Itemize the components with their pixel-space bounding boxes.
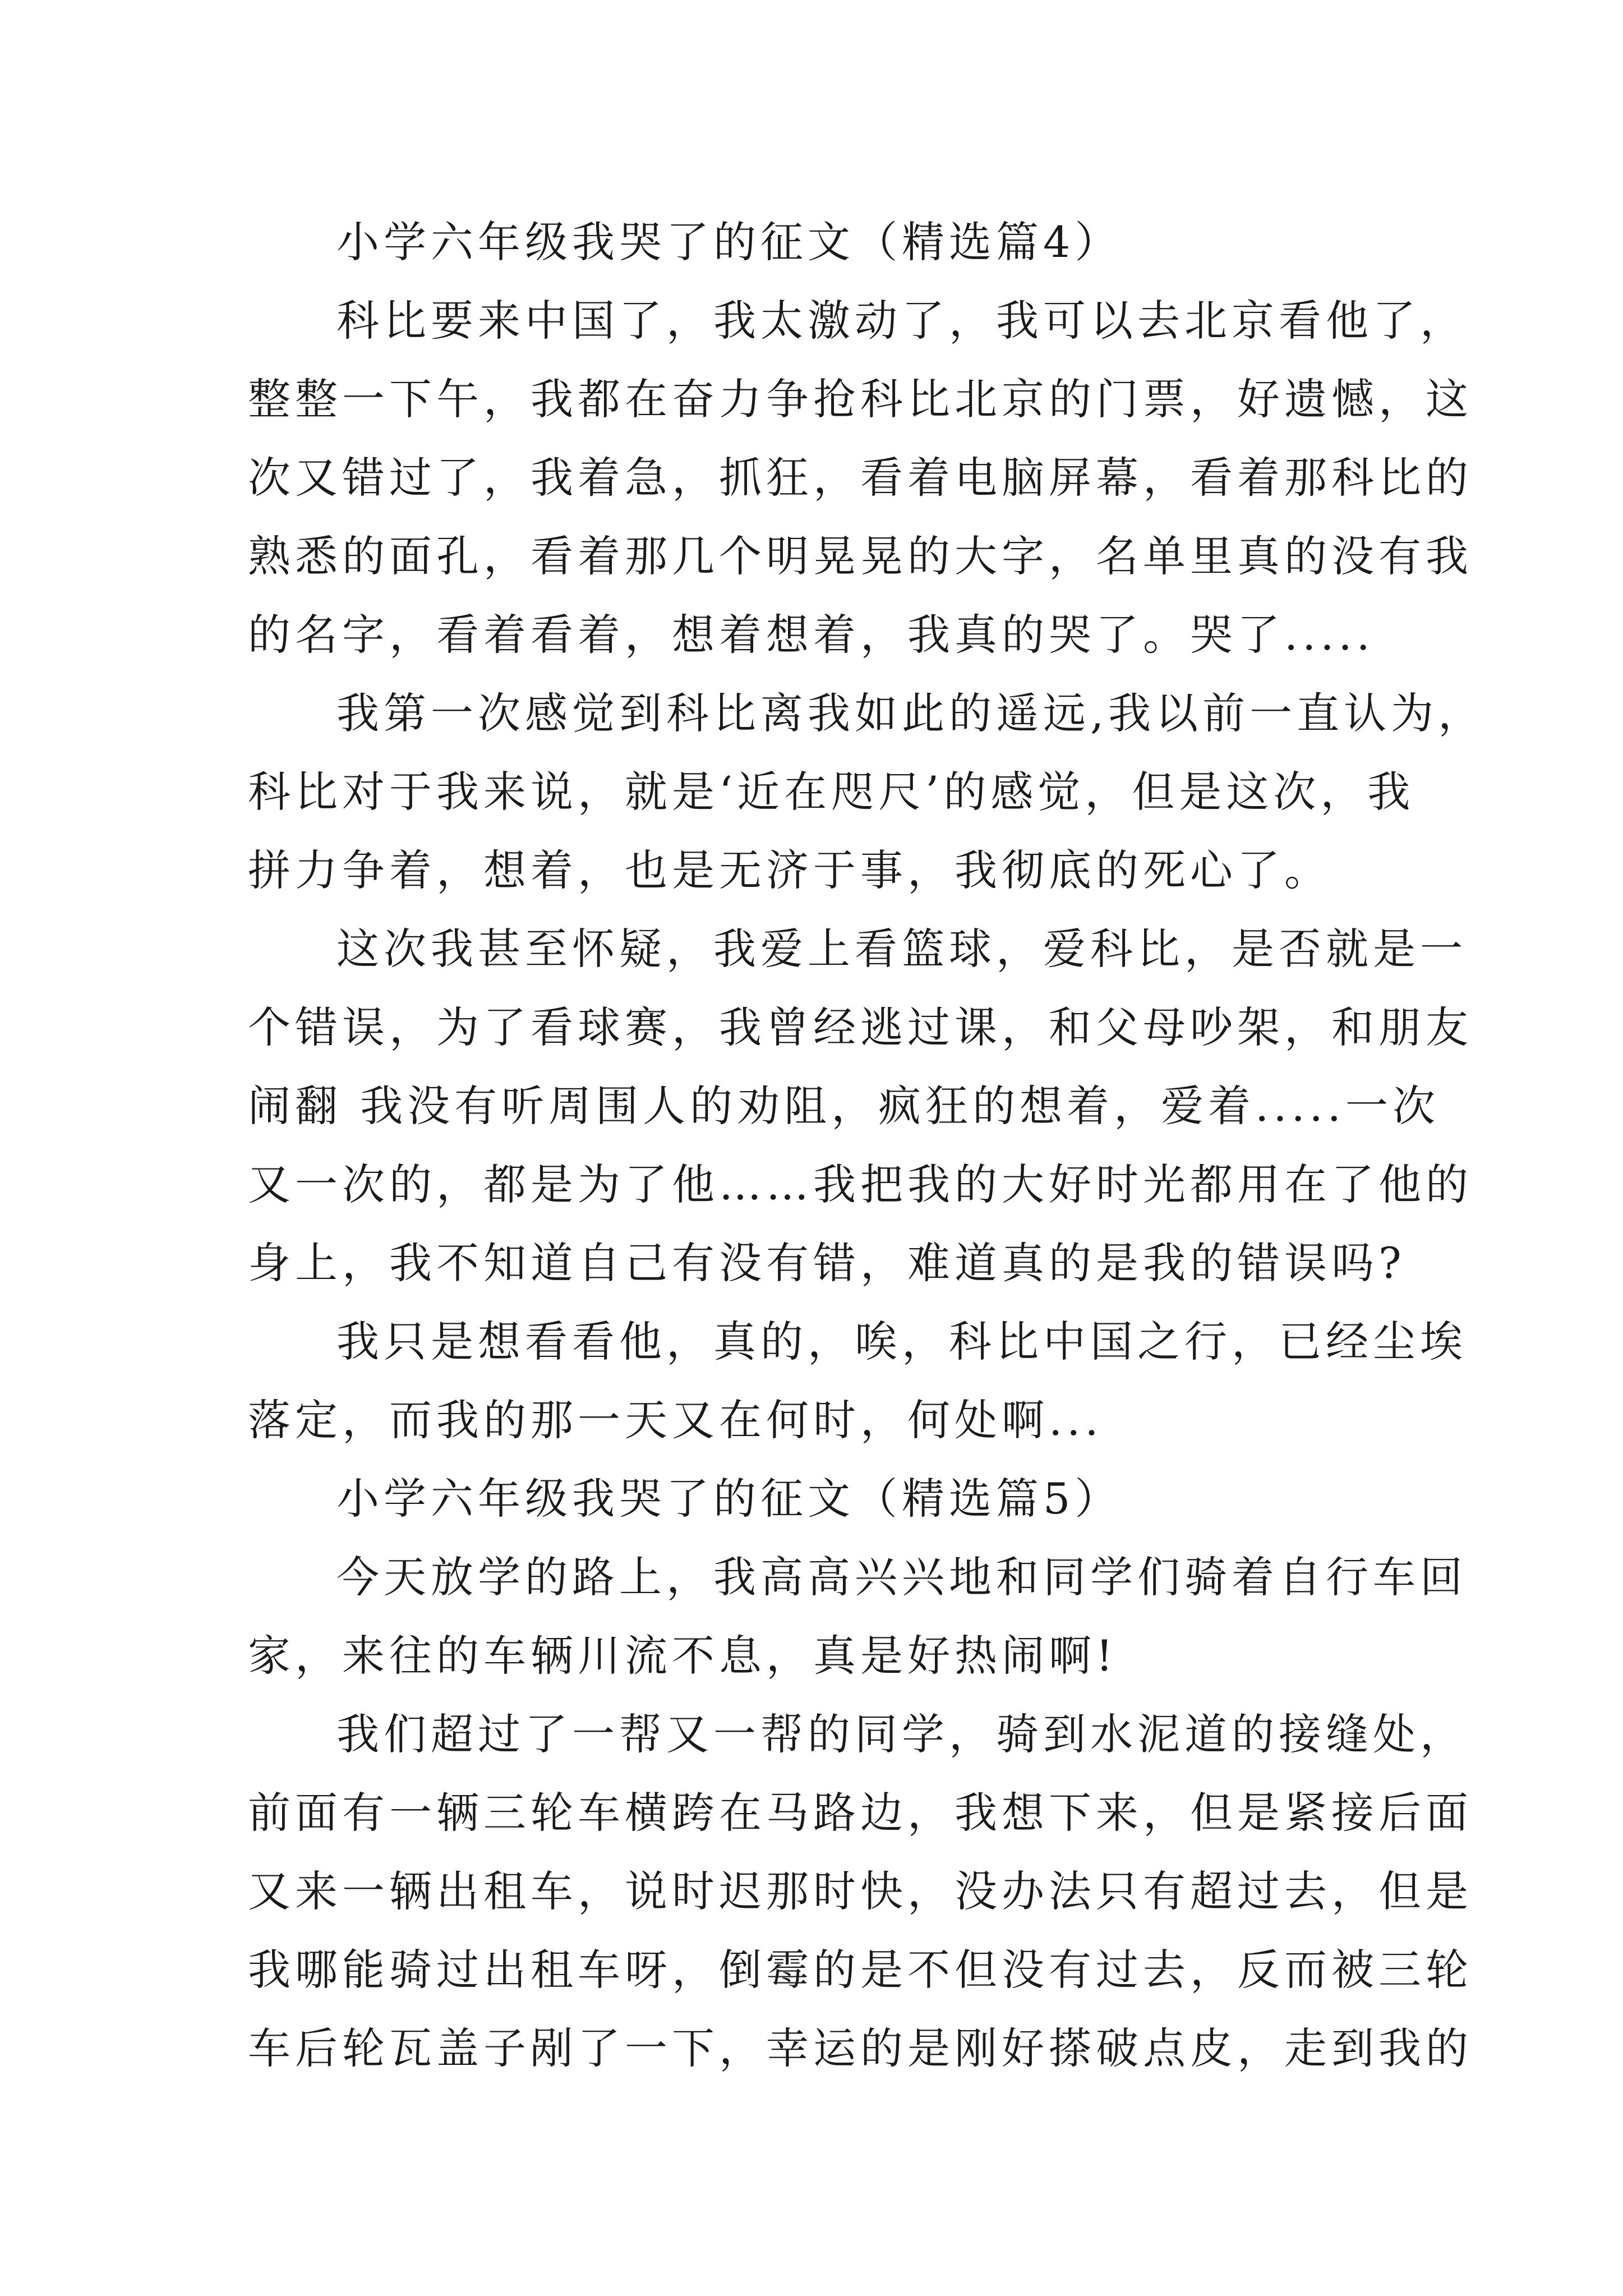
paragraph-line: 这次我甚至怀疑，我爱上看篮球，爱科比，是否就是一: [336, 924, 1467, 974]
paragraph-line: 我们超过了一帮又一帮的同学，骑到水泥道的接缝处，: [336, 1709, 1467, 1759]
section-heading-5: 小学六年级我哭了的征文（精选篇5）: [336, 1474, 1122, 1524]
paragraph-line: 又来一辆出租车，说时迟那时快，没办法只有超过去，但是: [248, 1866, 1473, 1916]
paragraph-line: 闹翻 我没有听周围人的劝阻，疯狂的想着，爱着.....一次: [248, 1081, 1440, 1131]
paragraph-line: 拼力争着，想着，也是无济于事，我彻底的死心了。: [248, 845, 1331, 895]
paragraph-line: 的名字，看着看着，想着想着，我真的哭了。哭了.....: [248, 610, 1375, 660]
paragraph-line: 今天放学的路上，我高高兴兴地和同学们骑着自行车回: [336, 1552, 1467, 1602]
paragraph-line: 落定，而我的那一天又在何时，何处啊...: [248, 1395, 1103, 1445]
paragraph-line: 我只是想看看他，真的，唉，科比中国之行，已经尘埃: [336, 1317, 1467, 1366]
paragraph-line: 整整一下午，我都在奋力争抢科比北京的门票，好遗憾，这: [248, 374, 1473, 424]
paragraph-line: 我哪能骑过出租车呀，倒霉的是不但没有过去，反而被三轮: [248, 1945, 1473, 1995]
paragraph-line: 科比对于我来说，就是‘近在咫尺’的感觉，但是这次，我: [248, 767, 1415, 817]
paragraph-line: 前面有一辆三轮车横跨在马路边，我想下来，但是紧接后面: [248, 1788, 1473, 1838]
paragraph-line: 我第一次感觉到科比离我如此的遥远,我以前一直认为，: [336, 688, 1486, 738]
section-heading-4: 小学六年级我哭了的征文（精选篇4）: [336, 217, 1122, 267]
paragraph-line: 个错误，为了看球赛，我曾经逃过课，和父母吵架，和朋友: [248, 1002, 1473, 1052]
paragraph-line: 家，来往的车辆川流不息，真是好热闹啊!: [248, 1631, 1118, 1681]
paragraph-line: 身上，我不知道自己有没有错，难道真的是我的错误吗?: [248, 1238, 1406, 1288]
paragraph-line: 次又错过了，我着急，抓狂，看着电脑屏幕，看着那科比的: [248, 453, 1473, 503]
paragraph-line: 熟悉的面孔，看着那几个明晃晃的大字，名单里真的没有我: [248, 531, 1473, 581]
paragraph-line: 科比要来中国了，我太激动了，我可以去北京看他了，: [336, 296, 1467, 346]
paragraph-line: 又一次的，都是为了他……我把我的大好时光都用在了他的: [248, 1159, 1473, 1209]
paragraph-line: 车后轮瓦盖子剐了一下，幸运的是刚好搽破点皮，走到我的: [248, 2023, 1473, 2073]
